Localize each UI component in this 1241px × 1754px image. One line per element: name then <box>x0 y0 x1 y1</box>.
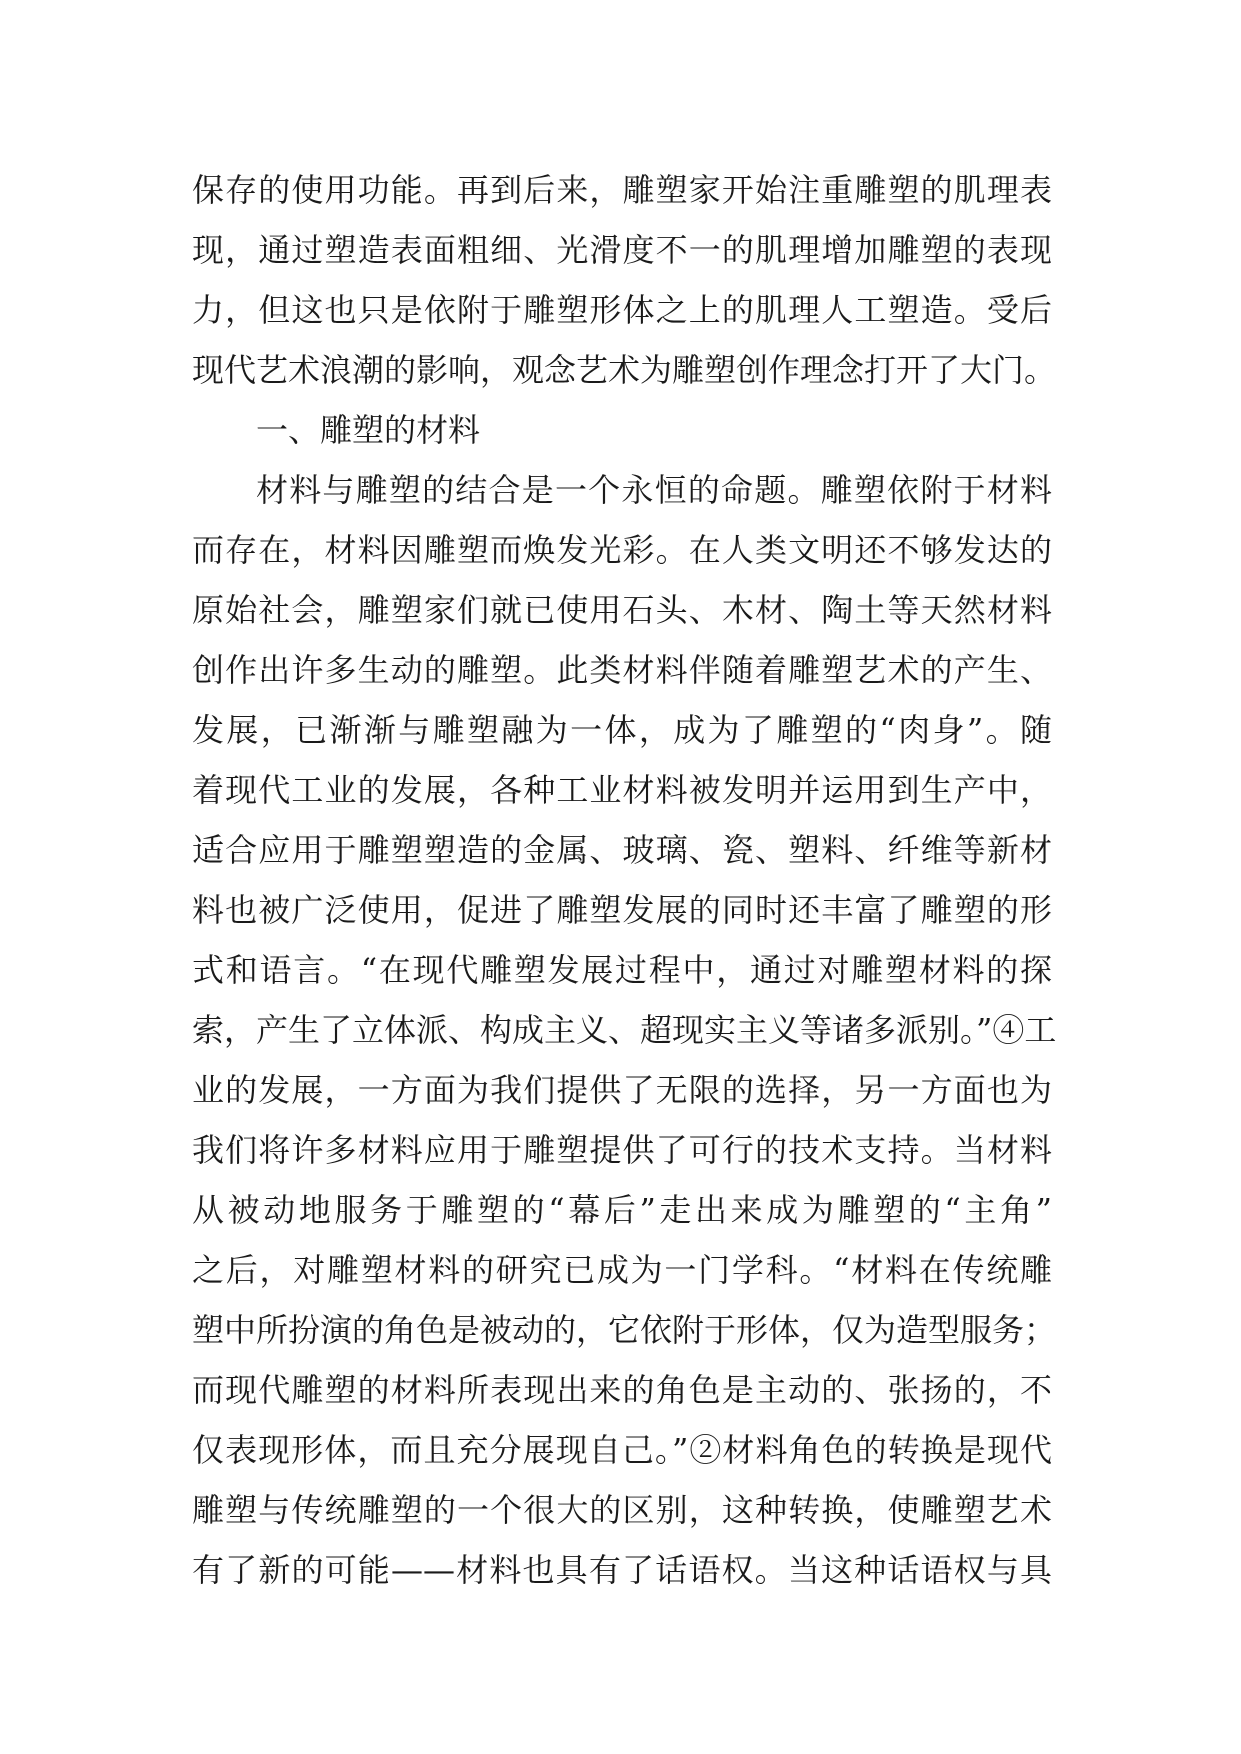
paragraph-line: 原始社会，雕塑家们就已使用石头、木材、陶土等天然材料 <box>192 591 1052 629</box>
paragraph-line: 之后，对雕塑材料的研究已成为一门学科。“材料在传统雕 <box>192 1251 1052 1289</box>
paragraph-line: 塑中所扮演的角色是被动的，它依附于形体，仅为造型服务； <box>192 1311 1057 1349</box>
paragraph-line: 力，但这也只是依附于雕塑形体之上的肌理人工塑造。受后 <box>192 291 1052 329</box>
paragraph-line: 现，通过塑造表面粗细、光滑度不一的肌理增加雕塑的表现 <box>192 231 1052 269</box>
paragraph-line: 创作出许多生动的雕塑。此类材料伴随着雕塑艺术的产生、 <box>192 651 1052 689</box>
section-heading: 一、雕塑的材料 <box>256 411 481 449</box>
paragraph-line: 雕塑与传统雕塑的一个很大的区别，这种转换，使雕塑艺术 <box>192 1491 1052 1529</box>
paragraph-line: 现代艺术浪潮的影响，观念艺术为雕塑创作理念打开了大门。 <box>192 351 1057 389</box>
paragraph-line: 发展，已渐渐与雕塑融为一体，成为了雕塑的“肉身”。随 <box>192 711 1052 749</box>
paragraph-line: 而现代雕塑的材料所表现出来的角色是主动的、张扬的，不 <box>192 1371 1052 1409</box>
paragraph-line: 材料与雕塑的结合是一个永恒的命题。雕塑依附于材料 <box>256 471 1052 509</box>
paragraph-line: 料也被广泛使用，促进了雕塑发展的同时还丰富了雕塑的形 <box>192 891 1052 929</box>
document-page <box>192 160 1057 1600</box>
paragraph-line: 着现代工业的发展，各种工业材料被发明并运用到生产中， <box>192 771 1052 809</box>
paragraph-line: 保存的使用功能。再到后来，雕塑家开始注重雕塑的肌理表 <box>192 171 1052 209</box>
paragraph-line: 业的发展，一方面为我们提供了无限的选择，另一方面也为 <box>192 1071 1052 1109</box>
paragraph-line: 索，产生了立体派、构成主义、超现实主义等诸多派别。”④工 <box>192 1011 1057 1049</box>
paragraph-line: 我们将许多材料应用于雕塑提供了可行的技术支持。当材料 <box>192 1131 1052 1169</box>
paragraph-line: 式和语言。“在现代雕塑发展过程中，通过对雕塑材料的探 <box>192 951 1052 989</box>
paragraph-line: 仅表现形体，而且充分展现自己。”②材料角色的转换是现代 <box>192 1431 1052 1469</box>
paragraph-line: 适合应用于雕塑塑造的金属、玻璃、瓷、塑料、纤维等新材 <box>192 831 1052 869</box>
paragraph-line: 从被动地服务于雕塑的“幕后”走出来成为雕塑的“主角” <box>192 1191 1052 1229</box>
paragraph-line: 有了新的可能——材料也具有了话语权。当这种话语权与具 <box>192 1551 1052 1589</box>
paragraph-line: 而存在，材料因雕塑而焕发光彩。在人类文明还不够发达的 <box>192 531 1052 569</box>
